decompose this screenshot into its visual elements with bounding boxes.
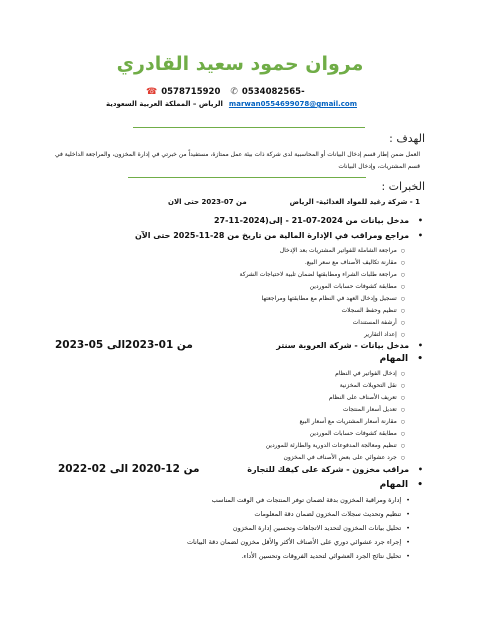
list-item xyxy=(335,370,405,378)
phone-row xyxy=(146,87,305,97)
role-item xyxy=(214,216,423,226)
task-text: مطابقة كشوفات حسابات الموردين xyxy=(309,283,397,290)
job-title: مدخل بيانات - شركة العروبة سنتر xyxy=(276,341,410,350)
whatsapp-icon: ✆ xyxy=(230,87,238,97)
email-link[interactable]: marwan0554699078@gmail.com xyxy=(228,100,358,108)
task-text: مطابقة كشوفات حسابات الموردين xyxy=(309,430,397,437)
list-item xyxy=(283,454,405,462)
task-text: نقل التحويلات المخزنية xyxy=(339,382,397,389)
objective-heading: الهدف : xyxy=(389,132,425,145)
task-text: جرد عشوائي على بعض الأصناف في المخزون xyxy=(283,454,397,461)
role-item xyxy=(135,231,423,241)
list-item xyxy=(212,496,410,504)
divider xyxy=(133,127,365,128)
task-text: أرشفة المستندات xyxy=(352,319,397,326)
task-text: مراجعة طلبات الشراء ومطابقتها لضمان تلبية لاحتياجات الشركة xyxy=(239,271,397,278)
list-item xyxy=(329,394,405,402)
list-item xyxy=(254,510,410,518)
role-title: مدخل بيانات من 2024-07-21 - إلى(2024-11-27 xyxy=(213,216,410,225)
list-item xyxy=(364,331,405,339)
list-item xyxy=(187,538,410,546)
task-text: مراجعة الشاملة للفواتير المشتريات بعد الإدخال xyxy=(279,247,397,254)
task-text: تحليل بيانات المخزون لتحديد الاتجاهات وتحسين إدارة المخزون xyxy=(232,524,402,532)
task-text: مقارنة أسعار المشتريات مع أسعار البيع xyxy=(299,418,397,425)
list-item xyxy=(299,418,405,426)
phone-primary: 0578715920 xyxy=(161,87,221,97)
list-item xyxy=(280,247,405,255)
location-text: الرياض – المملكة العربية السعودية xyxy=(106,100,223,108)
list-item xyxy=(241,552,410,560)
list-item xyxy=(310,430,405,438)
task-text: تنظيم ومعالجة المدفوعات الدورية والطارئة للموردين xyxy=(265,442,397,449)
task-text: تعريف الأصناف على النظام xyxy=(328,394,397,401)
task-text: تنظيم وتحديث سجلات المخزون لضمان دقة المعلومات xyxy=(254,510,402,518)
job-period: من 07-2023 حتى الان xyxy=(168,198,247,206)
tasks-heading-label: المهام xyxy=(379,480,409,490)
task-text: تسجيل وإدخال العهد في النظام مع مطابقتها ومراجعتها xyxy=(261,295,397,302)
job-period: من 01-2023الى 05-2023 xyxy=(55,339,193,351)
candidate-name: مروان حمود سعيد القادري xyxy=(116,53,364,75)
job-period: من 12-2020 الى 02-2022 xyxy=(58,463,200,475)
list-item xyxy=(266,442,405,450)
location-email-row xyxy=(106,100,357,108)
objective-text: العمل ضمن إطار قسم إدخال البيانات أو المحاسبية لدى شركة ذات بيئة عمل ممتازة، مستفيداً من خبرتي في إدارة المخزون، والمراجعة الداخلية في قسم المشتريات، وإدخال البيانات xyxy=(55,151,420,170)
list-item xyxy=(340,382,405,390)
tasks-heading xyxy=(380,480,423,492)
job-item xyxy=(276,341,423,351)
list-item xyxy=(240,271,405,279)
job-title: مراقب مخزون - شركة على كيفك للتجارة xyxy=(247,465,410,474)
task-text: تنظيم وحفظ السجلات xyxy=(341,307,397,314)
list-item xyxy=(262,295,405,303)
job-item xyxy=(247,465,423,475)
tasks-heading xyxy=(380,354,423,366)
list-item xyxy=(342,307,406,315)
list-item xyxy=(305,259,405,267)
list-item xyxy=(310,283,405,291)
job-company: 1 - شركة رغيد للمواد الغذائية- الرياض xyxy=(289,198,420,206)
phone-secondary: 0534082565- xyxy=(241,87,305,97)
list-item xyxy=(353,319,405,327)
divider xyxy=(128,177,366,178)
list-item xyxy=(233,524,410,532)
task-text: تحليل نتائج الجرد العشوائي لتحديد الفروقات وتحسين الأداء. xyxy=(241,552,402,560)
task-text: إجراء جرد عشوائي دوري على الأصناف الأكثر والأقل مخزون لضمان دقة البيانات xyxy=(186,538,402,546)
task-text: إعداد التقارير xyxy=(364,331,397,338)
task-text: إدارة ومراقبة المخزون بدقة لضمان توفر المنتجات في الوقت المناسب xyxy=(211,496,402,504)
task-text: مقارنة تكاليف الأصناف مع سعر البيع. xyxy=(304,259,397,266)
role-title: مراجع ومراقب في الإدارة المالية من تاريخ من 28-11-2025 حتى الآن xyxy=(134,231,410,240)
experience-heading: الخبرات : xyxy=(381,180,425,193)
task-text: إدخال الفواتير في النظام xyxy=(335,370,397,377)
list-item xyxy=(343,406,405,414)
phone-icon: ☎ xyxy=(146,87,158,97)
task-text: تعديل أسعار المنتجات xyxy=(342,406,397,413)
tasks-heading-label: المهام xyxy=(379,354,409,364)
